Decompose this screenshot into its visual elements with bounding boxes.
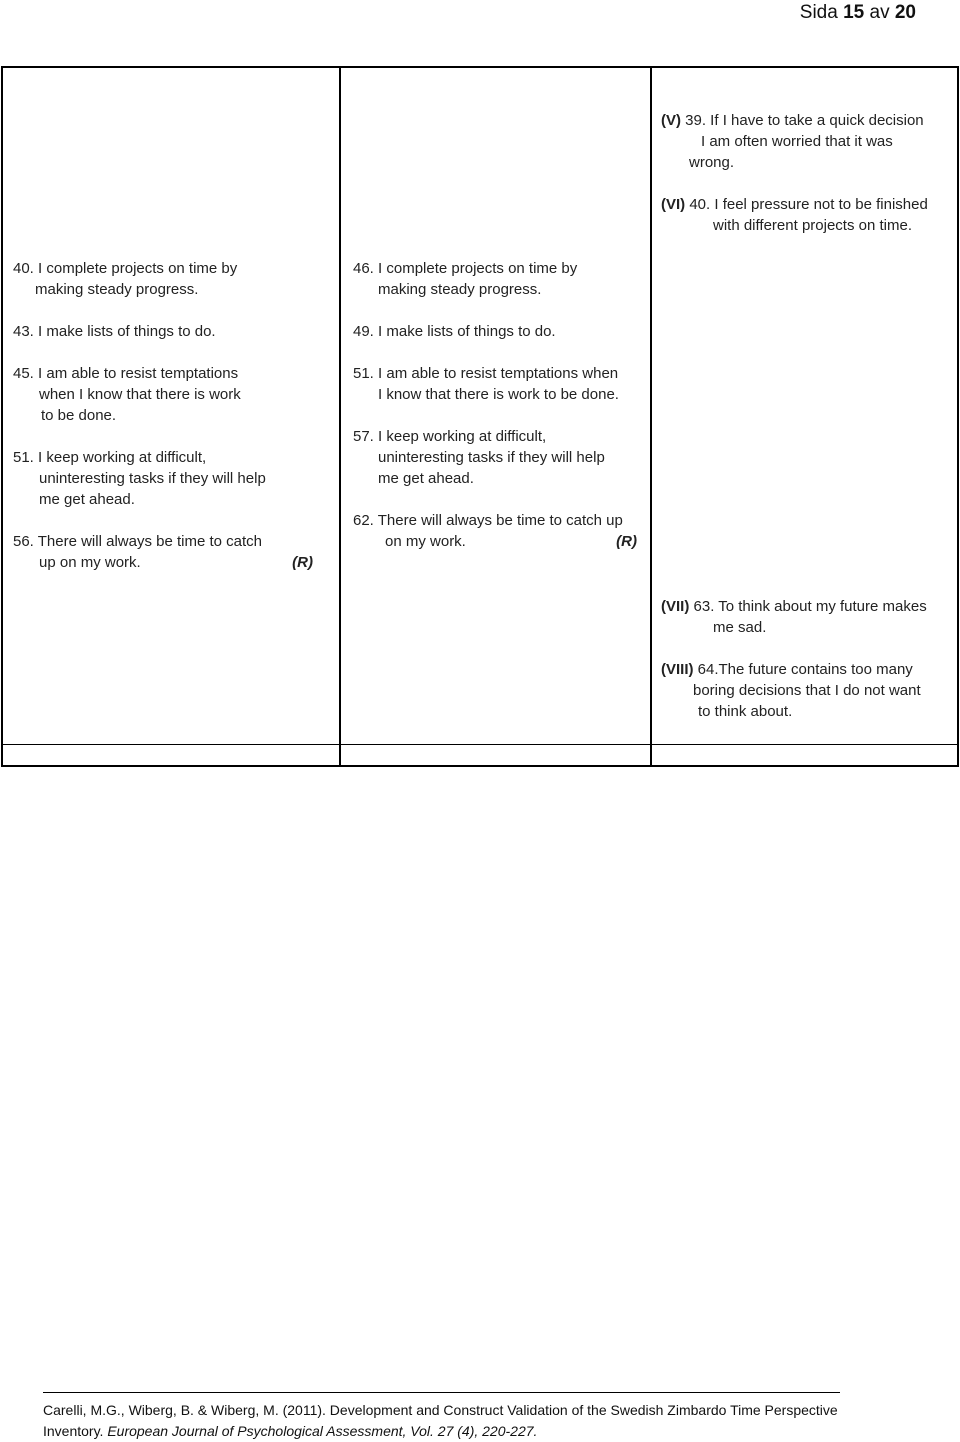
list-item [661, 194, 951, 236]
item-text-line: making steady progress. [378, 281, 542, 298]
column-1-items [13, 258, 313, 573]
table-column-divider-1 [339, 66, 341, 767]
item-text-line: with different projects on time. [713, 217, 912, 234]
column-2-items [353, 258, 637, 552]
item-text-line: me get ahead. [378, 470, 474, 487]
list-item [353, 321, 637, 342]
page-label-mid: av [869, 2, 890, 23]
item-text-line: me sad. [713, 619, 767, 636]
citation-line-1: Carelli, M.G., Wiberg, B. & Wiberg, M. (2011). Development and Construct Validation of the Swedish Zimbardo Time Perspective [43, 1402, 838, 1418]
item-text-line: uninteresting tasks if they will help [378, 449, 605, 466]
list-item [353, 258, 637, 300]
subscale-label: (VII) [661, 598, 690, 615]
list-item [661, 659, 951, 722]
item-text-line: 62. There will always be time to catch up [353, 512, 623, 529]
item-text-line: 56. There will always be time to catch [13, 533, 263, 550]
item-text-line: me get ahead. [39, 491, 135, 508]
item-text-line: boring decisions that I do not want [693, 682, 921, 699]
table-column-divider-2 [650, 66, 652, 767]
item-text-line: (VII) 63. To think about my future makes [661, 598, 927, 615]
item-text-line: I know that there is work to be done. [378, 386, 619, 403]
citation-line-2 [43, 1421, 863, 1442]
item-text-line: (VIII) 64.The future contains too many [661, 661, 913, 678]
item-text-line: (V) 39. If I have to take a quick decision [661, 112, 924, 129]
list-item [13, 321, 313, 342]
item-text-line: 40. I complete projects on time by [13, 260, 238, 277]
footer-rule [43, 1392, 840, 1393]
item-text-line: 51. I keep working at difficult, [13, 449, 207, 466]
item-text-line: (VI) 40. I feel pressure not to be finished [661, 196, 928, 213]
list-item [661, 596, 951, 638]
list-item [353, 426, 637, 489]
subscale-label: (V) [661, 112, 681, 129]
list-item [13, 531, 313, 573]
item-text-line: 57. I keep working at difficult, [353, 428, 547, 445]
reverse-scored-marker: (R) [292, 554, 313, 571]
item-text-line: I am often worried that it was [701, 133, 893, 150]
item-text-line: on my work. [385, 533, 466, 550]
item-text-line: to be done. [41, 407, 117, 424]
item-text-line: making steady progress. [35, 281, 199, 298]
list-item [353, 363, 637, 405]
list-item [353, 510, 637, 552]
item-text-line: when I know that there is work [39, 386, 241, 403]
table-border-bottom [1, 765, 959, 767]
citation-line-2-prefix: Inventory. [43, 1423, 108, 1439]
item-text-line: 49. I make lists of things to do. [353, 323, 556, 340]
page-total: 20 [894, 2, 916, 23]
item-text-line: 46. I complete projects on time by [353, 260, 578, 277]
subscale-label: (VIII) [661, 661, 694, 678]
column-3-top-items [661, 110, 951, 236]
list-item [13, 363, 313, 426]
item-text-line: uninteresting tasks if they will help [39, 470, 266, 487]
item-text-line: to think about. [698, 703, 793, 720]
item-text-line: 51. I am able to resist temptations when [353, 365, 619, 382]
table-border-right [957, 66, 959, 767]
item-text-line: wrong. [689, 154, 735, 171]
table-border-left [1, 66, 3, 767]
page-number: 15 [843, 2, 865, 23]
table-row-divider [1, 744, 959, 745]
subscale-label: (VI) [661, 196, 686, 213]
list-item [13, 447, 313, 510]
citation-footer [43, 1400, 863, 1442]
column-3-bottom-items [661, 596, 951, 722]
table-border-top [1, 66, 959, 68]
list-item [661, 110, 951, 173]
item-text-line: 43. I make lists of things to do. [13, 323, 216, 340]
page-label-prefix: Sida [799, 2, 838, 23]
citation-journal: European Journal of Psychological Assessment, Vol. 27 (4), 220-227. [107, 1423, 538, 1439]
item-text-line: up on my work. [39, 554, 141, 571]
reverse-scored-marker: (R) [616, 533, 637, 550]
item-text-line: 45. I am able to resist temptations [13, 365, 239, 382]
list-item [13, 258, 313, 300]
